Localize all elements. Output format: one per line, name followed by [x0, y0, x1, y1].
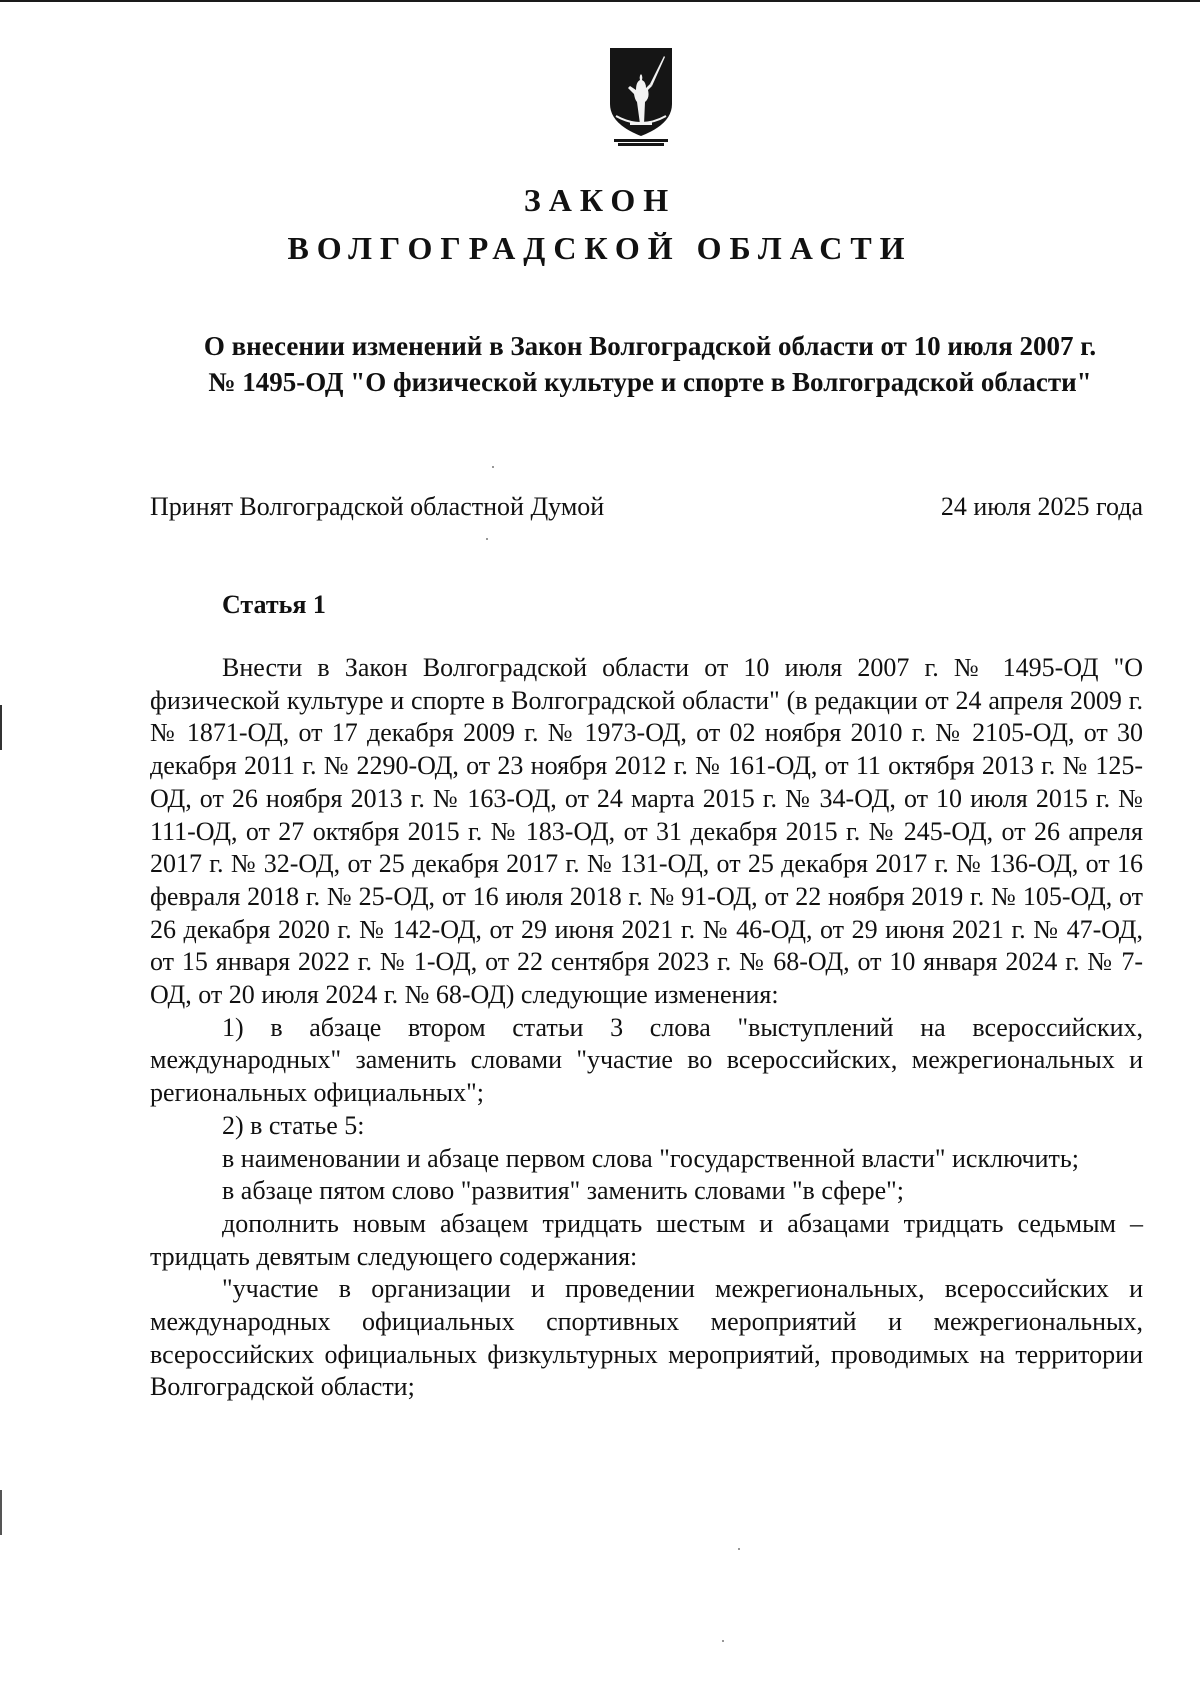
- scan-edge-top: [0, 0, 1200, 2]
- adopted-by: Принят Волгоградской областной Думой: [150, 492, 605, 521]
- paragraph: "участие в организации и проведении межрегиональных, всероссийских и международных официальных спортивных мероприятий и межрегиональных, всероссийских официальных физкультурных мероприятий, проводимых на территории Волгоградской области;: [150, 1274, 1143, 1402]
- article-body: [150, 652, 1143, 1404]
- scan-edge-left: [0, 705, 2, 750]
- adopted-date: 24 июля 2025 года: [940, 492, 1143, 521]
- paragraph: дополнить новым абзацем тридцать шестым и абзацами тридцать седьмым – тридцать девятым следующего содержания:: [150, 1208, 1143, 1271]
- law-subject: [150, 328, 1150, 400]
- paragraph: 1) в абзаце втором статьи 3 слова "выступлений на всероссийских, международных" заменить словами "участие во всероссийских, межрегиональных и региональных официальных";: [150, 1012, 1143, 1108]
- paragraph: Внести в Закон Волгоградской области от 10 июля 2007 г. № 1495-ОД "О физической культуре и спорте в Волгоградской области" (в редакции от 24 апреля 2009 г. № 1871-ОД, от 17 декабря 2009 г. № 1973-ОД, от 02 ноября 2010 г. № 2105-ОД, от 30 декабря 2011 г. № 2290-ОД, от 23 ноября 2012 г. № 161-ОД, от 11 октября 2013 г. № 125-ОД, от 26 ноября 2013 г. № 163-ОД, от 24 марта 2015 г. № 34-ОД, от 10 июля 2015 г. № 111-ОД, от 27 октября 2015 г. № 183-ОД, от 31 декабря 2015 г. № 245-ОД, от 26 апреля 2017 г. № 32-ОД, от 25 декабря 2017 г. № 131-ОД, от 25 декабря 2017 г. № 136-ОД, от 16 февраля 2018 г. № 25-ОД, от 16 июля 2018 г. № 91-ОД, от 22 ноября 2019 г. № 105-ОД, от 26 декабря 2020 г. № 142-ОД, от 29 июня 2021 г. № 46-ОД, от 29 июня 2021 г. № 47-ОД, от 15 января 2022 г. № 1-ОД, от 22 сентября 2023 г. № 68-ОД, от 10 января 2024 г. № 7-ОД, от 20 июля 2024 г. № 68-ОД) следующие изменения:: [150, 653, 1143, 1010]
- paragraph: в абзаце пятом слово "развития" заменить словами "в сфере";: [222, 1176, 904, 1206]
- scan-speck: [492, 466, 494, 468]
- law-region-title: ВОЛГОГРАДСКОЙ ОБЛАСТИ: [287, 230, 913, 266]
- scan-speck: [486, 538, 488, 540]
- scan-edge-left-lower: [0, 1490, 2, 1535]
- coat-of-arms-icon: [606, 46, 676, 146]
- law-subject-line-1: О внесении изменений в Закон Волгоградской области от 10 июля 2007 г.: [203, 331, 1097, 361]
- scan-speck: [722, 1640, 724, 1642]
- paragraph: в наименовании и абзаце первом слова "государственной власти" исключить;: [222, 1143, 1079, 1173]
- scan-speck: [738, 1548, 740, 1550]
- law-subject-line-2: № 1495-ОД "О физической культуре и спорте в Волгоградской области": [208, 367, 1092, 397]
- article-heading: Статья 1: [222, 590, 326, 619]
- paragraph: 2) в статье 5:: [222, 1110, 365, 1140]
- law-title: ЗАКОН: [523, 182, 677, 218]
